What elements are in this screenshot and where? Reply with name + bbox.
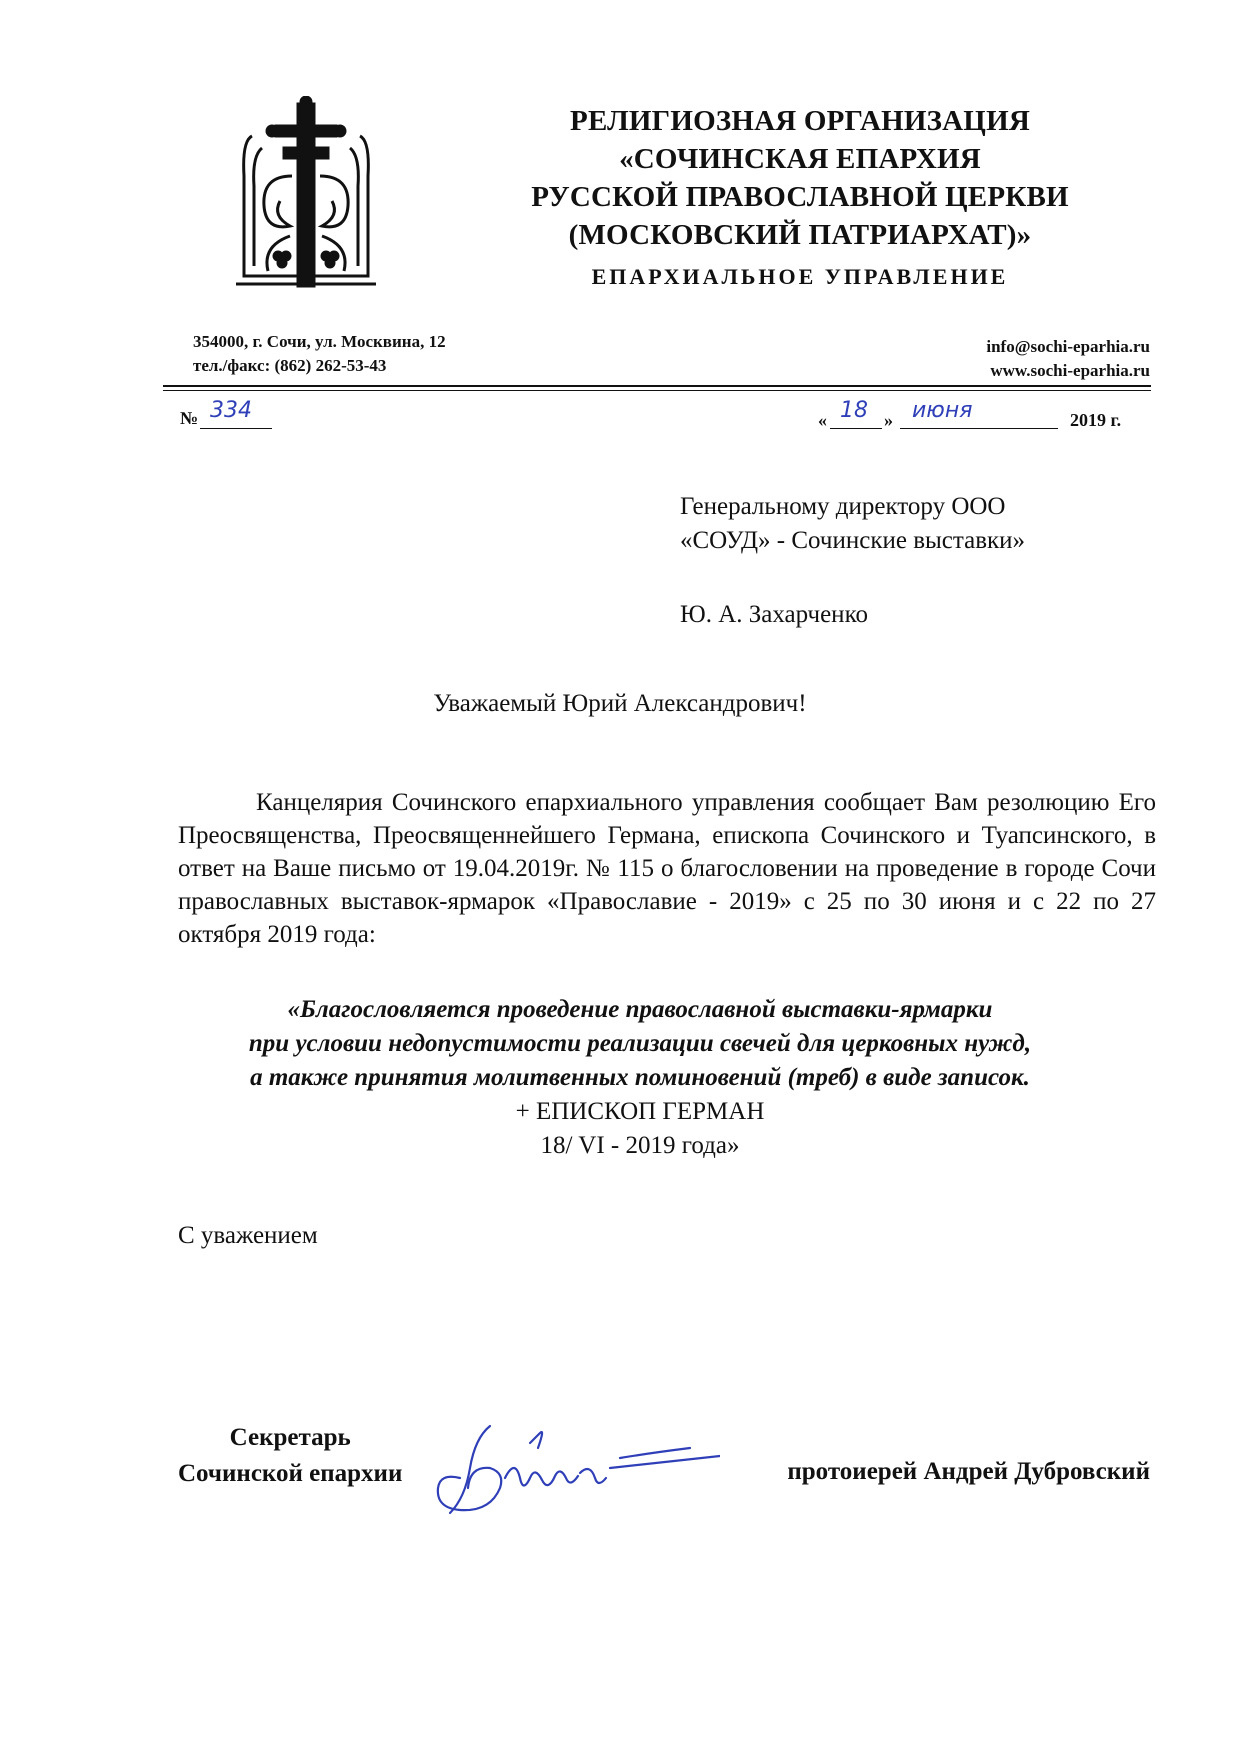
signatory-title-line: Секретарь	[229, 1424, 351, 1451]
org-title-line: (МОСКОВСКИЙ ПАТРИАРХАТ)»	[568, 219, 1032, 251]
phone-fax: тел./факс: (862) 262-53-43	[193, 356, 387, 375]
number-label: №	[180, 408, 199, 428]
signatory-title-line: Сочинской епархии	[178, 1460, 403, 1487]
resolution-line: при условии недопустимости реализации свечей для церковных нужд,	[248, 1030, 1032, 1057]
closing-phrase: С уважением	[178, 1222, 318, 1249]
postal-address: 354000, г. Сочи, ул. Москвина, 12	[193, 332, 446, 351]
addressee-company: «СОУД» - Сочинские выставки»	[680, 527, 1026, 554]
date-quote-open: «	[818, 410, 827, 430]
header-divider	[163, 385, 1151, 387]
email-address: info@sochi-eparhia.ru	[986, 337, 1150, 356]
number-underline	[200, 428, 272, 429]
org-title-line: РУССКОЙ ПРАВОСЛАВНОЙ ЦЕРКВИ	[531, 181, 1069, 213]
contact-address	[193, 330, 446, 378]
date-month: июня	[912, 398, 973, 423]
addressee-name: Ю. А. Захарченко	[680, 601, 868, 628]
org-title-line: РЕЛИГИОЗНАЯ ОРГАНИЗАЦИЯ	[570, 105, 1030, 137]
orthodox-cross-emblem-icon	[232, 96, 380, 292]
handwritten-signature	[420, 1418, 720, 1528]
date-year: 2019 г.	[1070, 410, 1122, 430]
salutation: Уважаемый Юрий Александрович!	[433, 690, 807, 717]
outgoing-number: 334	[210, 398, 252, 423]
organization-title	[440, 102, 1160, 254]
contact-online	[986, 335, 1150, 383]
signatory-name: протоиерей Андрей Дубровский	[787, 1458, 1150, 1485]
body-paragraph: Канцелярия Сочинского епархиального управления сообщает Вам резолюцию Его Преосвященства, Преосвященнейшего Германа, епископа Сочинского и Туапсинского, в ответ на Ваше письмо от 19.04.2019г. № 115 о благословении на проведение в городе Сочи православных выставок-ярмарок «Православие - 2019» с 25 по 30 июня и с 22 по 27 октября 2019 года:	[178, 789, 1156, 948]
date-day-underline	[830, 428, 882, 429]
org-title-line: «СОЧИНСКАЯ ЕПАРХИЯ	[619, 143, 981, 175]
header-divider-thin	[163, 390, 1151, 391]
resolution-quote	[140, 993, 1140, 1163]
resolution-line: «Благословляется проведение православной выставки-ярмарки	[287, 996, 993, 1023]
resolution-line: а также принятия молитвенных поминовений (треб) в виде записок.	[250, 1064, 1030, 1091]
letter-body	[178, 786, 1156, 951]
signatory-title	[178, 1420, 402, 1492]
website-address: www.sochi-eparhia.ru	[990, 361, 1150, 380]
date-quote-close: »	[884, 410, 893, 430]
resolution-signer: + ЕПИСКОП ГЕРМАН	[515, 1098, 765, 1125]
date-month-underline	[900, 428, 1058, 429]
addressee-block	[680, 490, 1025, 632]
addressee-position: Генеральному директору ООО	[680, 493, 1006, 520]
organization-subtitle: ЕПАРХИАЛЬНОЕ УПРАВЛЕНИЕ	[591, 264, 1009, 289]
date-day: 18	[840, 398, 868, 423]
resolution-date: 18/ VI - 2019 года»	[540, 1132, 740, 1159]
